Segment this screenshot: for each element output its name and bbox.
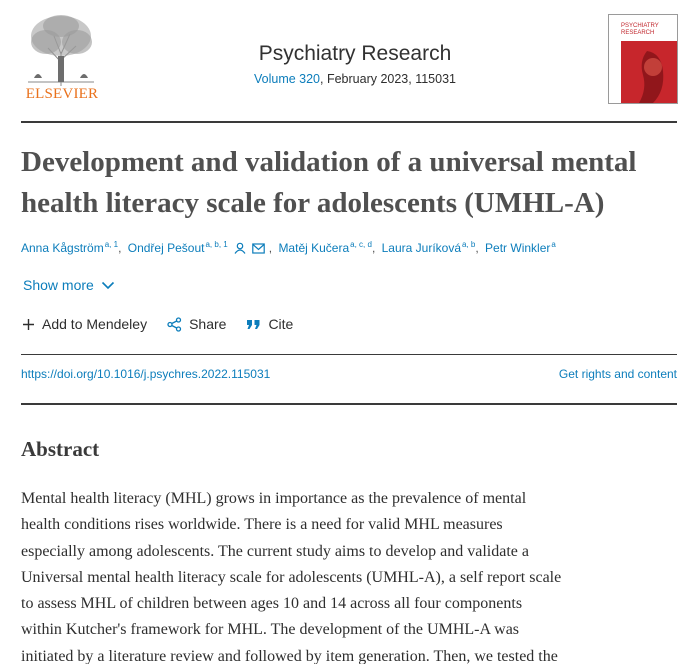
journal-issue-info — [200, 72, 510, 86]
abstract-line: Universal mental health literacy scale for adolescents (UMHL-A), a self report scale — [21, 568, 562, 586]
author-link[interactable]: Petr Winkler$^a$ — [485, 240, 556, 255]
cite-button[interactable] — [246, 316, 293, 332]
issue-date-article-number: , February 2023, 115031 — [320, 72, 456, 86]
person-icon — [234, 242, 246, 254]
abstract-line: to assess MHL of children between ages 10 and 14 across all four components — [21, 595, 523, 613]
share-icon — [167, 317, 182, 332]
doi-link[interactable]: https://doi.org/10.1016/j.psychres.2022.115031 — [21, 367, 271, 381]
share-label: Share — [189, 316, 227, 332]
author-link-corresponding[interactable]: Ondřej Pešout$^{a, b, 1}$ — [128, 241, 269, 255]
article-actions — [22, 316, 313, 332]
author-link[interactable]: Anna Kågström$^{a, 1}$ — [21, 240, 119, 255]
add-to-mendeley-label: Add to Mendeley — [42, 316, 148, 332]
abstract-line: health conditions rises worldwide. There is a need for valid MHL measures — [21, 516, 503, 534]
abstract-line: Mental health literacy (MHL) grows in importance as the prevalence of mental — [21, 490, 527, 507]
quote-icon — [246, 319, 261, 330]
cover-title-line2: RESEARCH — [621, 30, 655, 36]
doi-top-divider — [21, 354, 677, 355]
add-to-mendeley-button[interactable] — [22, 316, 147, 332]
plus-icon — [22, 318, 35, 331]
cite-label: Cite — [268, 316, 294, 332]
show-more-label: Show more — [23, 277, 94, 293]
journal-header — [0, 0, 699, 122]
get-rights-link[interactable]: Get rights and content — [558, 367, 677, 381]
share-button[interactable] — [167, 316, 226, 332]
author-link[interactable]: Laura Juríková$^{a, b}$ — [381, 240, 476, 255]
journal-title[interactable]: Psychiatry Research — [258, 42, 452, 65]
author-link[interactable]: Matěj Kučera$^{a, c, d}$ — [278, 240, 372, 255]
chevron-down-icon — [101, 281, 115, 290]
cover-title-line1: PSYCHIATRY — [621, 23, 659, 29]
author-list: Anna Kågström$^{a, 1}$, Ondřej Pešout$^{a, b, 1}$ , Matěj Kučera$^{a, c, d}$, Laura Juríková$^{a, b}$, Petr Winkler$^a$ — [21, 240, 556, 255]
abstract-body — [21, 486, 683, 664]
abstract-heading: Abstract — [21, 437, 100, 461]
abstract-line: within Kutcher's framework for MHL. The development of the UMHL-A was — [21, 621, 520, 639]
publisher-name: ELSEVIER — [25, 86, 99, 102]
volume-link[interactable]: Volume 320 — [253, 72, 321, 86]
doi-bottom-divider — [21, 403, 677, 405]
envelope-icon[interactable] — [252, 243, 265, 254]
header-divider — [21, 121, 677, 123]
article-title: Development and validation of a universal mental health literacy scale for adolescents (UMHL-A) — [21, 146, 637, 219]
abstract-line: especially among adolescents. The current study aims to develop and validate a — [21, 542, 529, 560]
journal-cover[interactable] — [608, 14, 678, 104]
abstract-line: initiated by a literature review and followed by item generation. Then, we tested the — [21, 647, 558, 664]
show-more-button[interactable] — [23, 277, 115, 293]
